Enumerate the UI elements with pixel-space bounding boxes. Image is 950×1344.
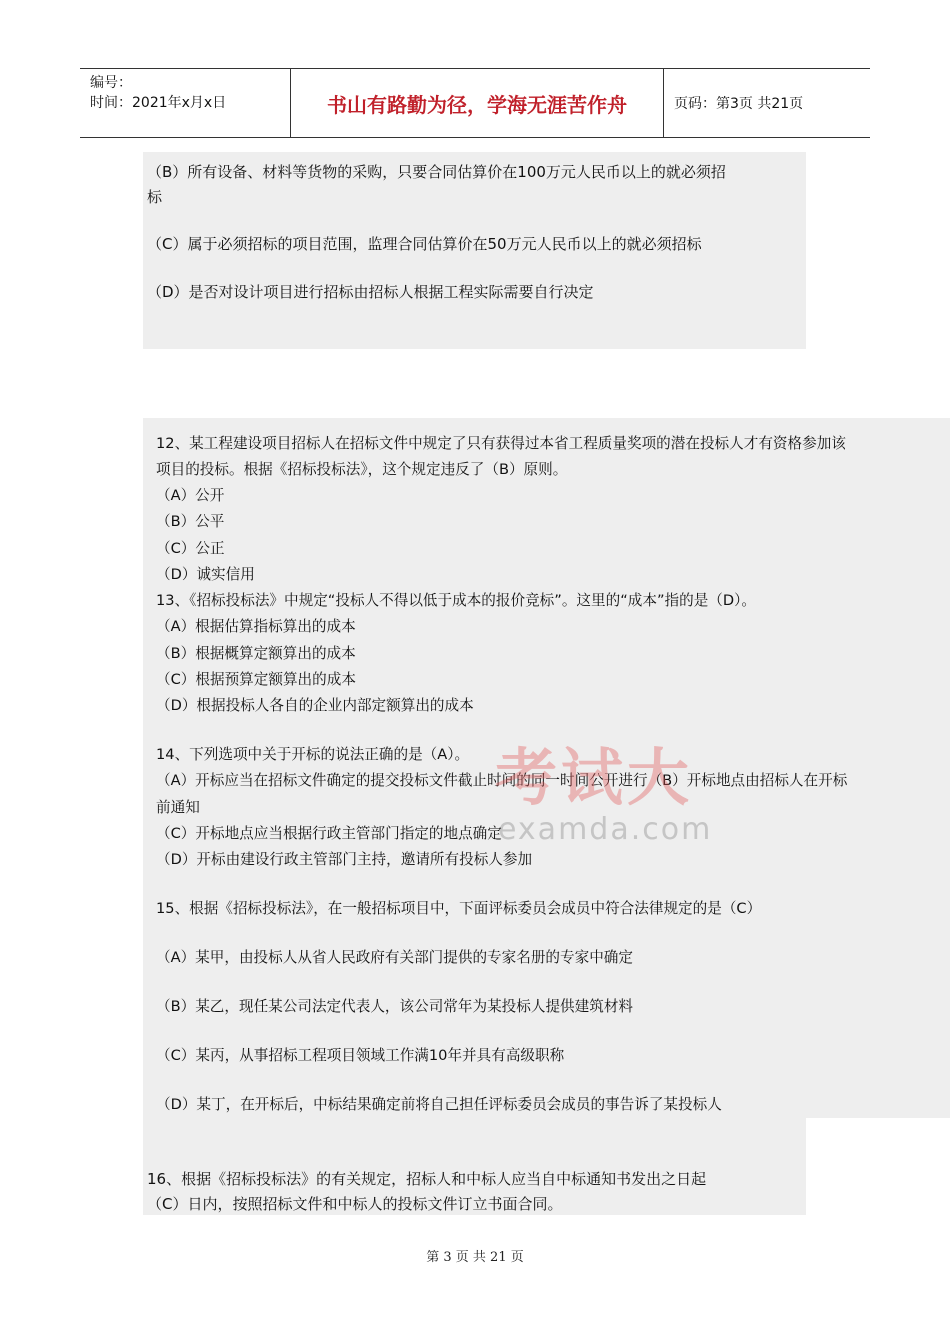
- q15-option-d: （D）某丁，在开标后，中标结果确定前将自己担任评标委员会成员的事告诉了某投标人: [156, 1096, 722, 1113]
- q13-option-b: （B）根据概算定额算出的成本: [156, 645, 356, 662]
- page-footer: 第 3 页 共 21 页: [426, 1250, 524, 1265]
- q12-option-d: （D）诚实信用: [156, 566, 255, 583]
- q15-option-c: （C）某丙，从事招标工程项目领域工作满10年并具有高级职称: [156, 1047, 565, 1064]
- q11-option-d: （D）是否对设计项目进行招标由招标人根据工程实际需要自行决定: [147, 283, 594, 301]
- q15-stem: 15、根据《招标投标法》，在一般招标项目中，下面评标委员会成员中符合法律规定的是（C）: [156, 900, 762, 917]
- watermark-url: examda.com: [498, 812, 713, 847]
- number-label: 编号：: [90, 75, 132, 91]
- date-label: 时间：2021年x月x日: [90, 95, 227, 111]
- q13-option-a: （A）根据估算指标算出的成本: [156, 618, 356, 635]
- q14-option-d: （D）开标由建设行政主管部门主持，邀请所有投标人参加: [156, 851, 533, 868]
- q15-option-b: （B）某乙，现任某公司法定代表人，该公司常年为某投标人提供建筑材料: [156, 998, 634, 1015]
- q13-option-d: （D）根据投标人各自的企业内部定额算出的成本: [156, 697, 474, 714]
- q12-option-c: （C）公正: [156, 540, 225, 557]
- header-motto: 书山有路勤为径，学海无涯苦作舟: [291, 69, 664, 137]
- watermark-logo-text: 考试大: [495, 741, 694, 814]
- q16-stem-line1: 16、根据《招标投标法》的有关规定，招标人和中标人应当自中标通知书发出之日起: [147, 1170, 707, 1188]
- page-header: [80, 68, 870, 138]
- q11-option-c: （C）属于必须招标的项目范围，监理合同估算价在50万元人民币以上的就必须招标: [147, 235, 702, 253]
- q14-stem: 14、下列选项中关于开标的说法正确的是（A）。: [156, 746, 470, 763]
- q14-option-c: （C）开标地点应当根据行政主管部门指定的地点确定: [156, 825, 502, 842]
- header-meta: [80, 69, 291, 137]
- q13-option-c: （C）根据预算定额算出的成本: [156, 671, 356, 688]
- q11-option-b-line1: （B）所有设备、材料等货物的采购，只要合同估算价在100万元人民币以上的就必须招: [147, 163, 726, 181]
- q15-option-a: （A）某甲，由投标人从省人民政府有关部门提供的专家名册的专家中确定: [156, 949, 633, 966]
- q12-option-a: （A）公开: [156, 487, 225, 504]
- header-page-label: 页码：第3页 共21页: [674, 96, 804, 112]
- q12-stem-line1: 12、某工程建设项目招标人在招标文件中规定了只有获得过本省工程质量奖项的潜在投标人才有资格参加该: [156, 435, 846, 452]
- q11-option-b-line2: 标: [147, 188, 163, 206]
- q14-option-ab-line1: （A）开标应当在招标文件确定的提交投标文件截止时间的同一时间公开进行（B）开标地点由招标人在开标: [156, 772, 848, 789]
- q16-stem-line2: （C）日内，按照招标文件和中标人的投标文件订立书面合同。: [147, 1195, 563, 1213]
- q12-stem-line2: 项目的投标。根据《招标投标法》，这个规定违反了（B）原则。: [156, 461, 568, 478]
- q13-stem: 13、《招标投标法》中规定“投标人不得以低于成本的报价竞标”。这里的“成本”指的是（D）。: [156, 592, 757, 609]
- q14-option-ab-line2: 前通知: [156, 799, 200, 816]
- q12-option-b: （B）公平: [156, 513, 225, 530]
